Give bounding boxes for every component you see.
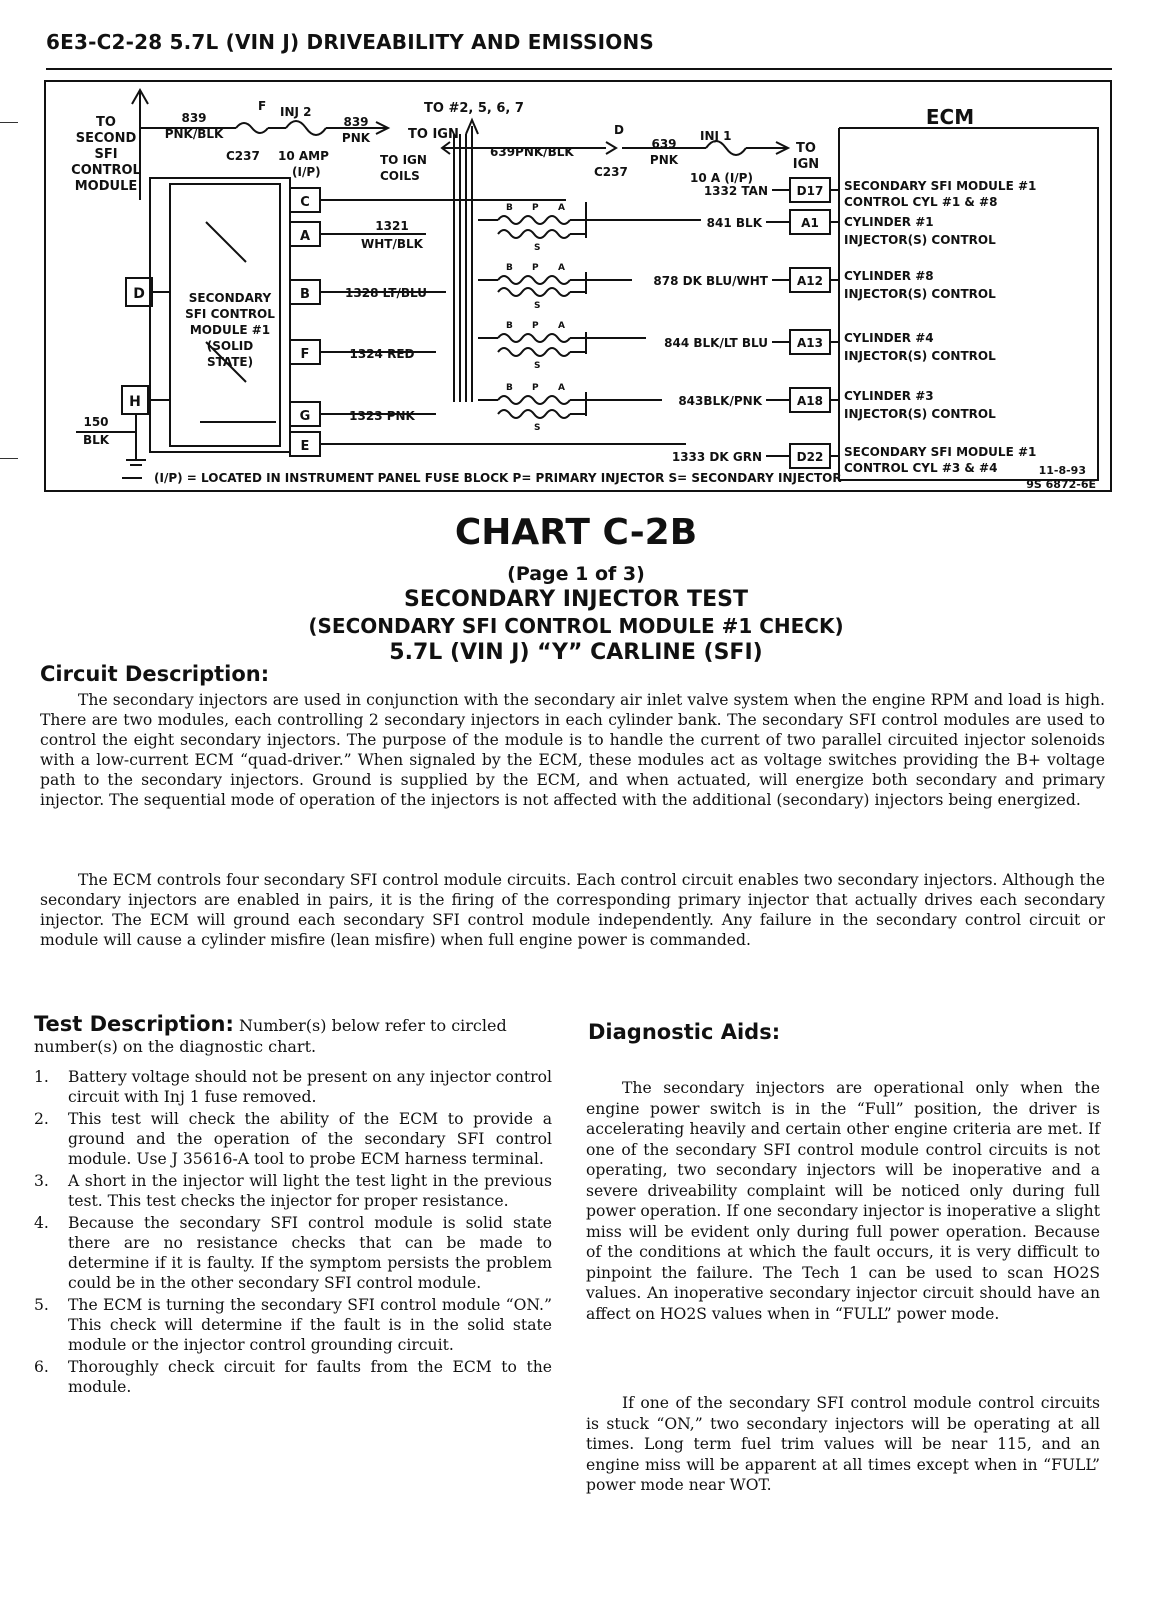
step-text: Because the secondary SFI control module is solid state there are no resistance checks that can be made to determine if it is faulty. If the symptom persists the problem could be in the other secondary SFI control module. [68,1214,552,1292]
top-left-line2: SECOND [75,131,137,146]
binder-mark [0,122,18,123]
wire-639pnkblk: 639PNK/BLK [490,145,574,159]
inj1-b: B [506,203,513,213]
ecm-desc-d17-2: CONTROL CYL #1 & #8 [844,195,998,209]
inj4-p: P [532,383,539,393]
chart-page: (Page 1 of 3) [507,563,645,585]
chart-title: CHART C-2B [454,512,698,553]
ecm-desc-a13-1: CYLINDER #4 [844,331,934,345]
module-line2: SFI CONTROL [185,307,275,321]
to-ign-label: TO IGN [408,127,459,142]
to-ign-coils-1: TO IGN [380,153,427,167]
pin-f: F [300,347,310,362]
diagram-date: 11-8-93 [1038,464,1086,477]
ecm-pin-d22: D22 [796,450,824,464]
inj4-a: A [558,383,565,393]
to-ign-coils-2: COILS [380,169,420,183]
ecm-label: ECM [925,105,975,129]
pin-g: G [299,409,311,424]
module-line1: SECONDARY [188,291,272,305]
wire-839pnk-color: PNK [341,131,371,145]
wire-839pnk-num: 839 [343,115,369,129]
diagram-legend: (I/P) = LOCATED IN INSTRUMENT PANEL FUSE BLOCK P= PRIMARY INJECTOR S= SECONDARY INJECTOR [154,471,842,485]
ecm-pin-a12: A12 [797,274,823,288]
fuse1-letter: D [614,123,624,137]
pin-h: H [129,394,141,410]
test-steps [34,1067,552,1399]
step-number: 4. [34,1214,49,1232]
step-number: 6. [34,1358,49,1376]
pin-d: D [133,286,145,302]
fuse2-letter: F [258,99,267,113]
inj1-p: P [532,203,539,213]
step-number: 3. [34,1172,49,1190]
circuit-paragraph-2: The ECM controls four secondary SFI control module circuits. Each control circuit enables two secondary injectors. Although the secondary injectors are enabled in pairs, it is the firing of the corresponding primary injector that actually drives each secondary injector. The ECM will ground each secondary SFI control module independently. Any failure in the secondary control circuit or module will cause a cylinder misfire (lean misfire) when full engine power is commanded. [40,871,1105,949]
to-ign2-2: IGN [792,157,820,172]
module-line4: (SOLID [206,339,254,353]
ecm-desc-a18-2: INJECTOR(S) CONTROL [844,407,996,421]
test-step [34,1171,552,1211]
test-description-intro: Number(s) below refer to circled number(s) on the diagnostic chart. [34,1016,507,1056]
mod-wire-1321-color: WHT/BLK [361,237,423,251]
test-step [34,1109,552,1169]
ecm-wire-844: 844 BLK/LT BLU [664,336,768,350]
to-ign2-1: TO [796,141,816,156]
step-text: Thoroughly check circuit for faults from the ECM to the module. [68,1358,552,1396]
inj3-a: A [558,321,565,331]
ecm-wire-1333: 1333 DK GRN [671,450,762,464]
ecm-pin-d17: D17 [796,184,824,198]
ecm-wire-841: 841 BLK [706,216,762,230]
wire-839-num: 839 [181,111,207,125]
mod-wire-1324: 1324 RED [349,347,415,361]
step-number: 1. [34,1068,49,1086]
top-left-line4: CONTROL [71,163,141,178]
ecm-desc-d17-1: SECONDARY SFI MODULE #1 [844,179,1037,193]
test-description-heading: Test Description: [34,1012,234,1036]
pin-e: E [300,439,310,454]
ecm-desc-d22-1: SECONDARY SFI MODULE #1 [844,445,1037,459]
ecm-wire-1332: 1332 TAN [703,184,768,198]
inj3-p: P [532,321,539,331]
mod-wire-1323: 1323 PNK [349,409,415,423]
diagnostic-aids-heading: Diagnostic Aids: [588,1020,781,1044]
module-line3: MODULE #1 [189,323,271,337]
pin-a: A [299,229,311,244]
test-step [34,1213,552,1293]
ecm-wire-843: 843BLK/PNK [678,394,762,408]
module-line5: STATE) [206,355,254,369]
ecm-desc-a13-2: INJECTOR(S) CONTROL [844,349,996,363]
diagram-fig: 9S 6872-6E [1026,478,1096,490]
wire-639-color: PNK [649,153,679,167]
step-text: This test will check the ability of the ECM to provide a ground and the operation of the secondary SFI control module. Use J 35616-A tool to probe ECM harness terminal. [68,1110,552,1168]
ecm-wire-878: 878 DK BLU/WHT [653,274,768,288]
wire-839-color: PNK/BLK [164,127,224,141]
mod-wire-1328: 1328 LT/BLU [345,286,427,300]
wiring-diagram [44,80,1112,492]
ecm-pin-a1: A1 [801,216,819,230]
fuse1-name: INJ 1 [700,129,732,143]
ecm-desc-a18-1: CYLINDER #3 [844,389,934,403]
step-number: 5. [34,1296,49,1314]
page-header: 6E3-C2-28 5.7L (VIN J) DRIVEABILITY AND EMISSIONS [46,30,655,54]
top-left-line5: MODULE [74,179,138,194]
step-text: The ECM is turning the secondary SFI control module “ON.” This check will determine if the fault is in the solid state module or the injector control grounding circuit. [68,1296,552,1354]
circuit-description-heading: Circuit Description: [40,662,270,686]
inj4-b: B [506,383,513,393]
header-rule [46,68,1112,70]
inj1-a: A [558,203,565,213]
wiring-schematic [46,82,1110,490]
step-text: A short in the injector will light the test light in the previous test. This test checks the injector for proper resistance. [68,1172,552,1210]
pin-c: C [300,195,310,210]
to-injectors-label: TO #2, 5, 6, 7 [424,101,524,116]
fuse1-rating: 10 A (I/P) [690,171,753,185]
inj2-b: B [506,263,513,273]
fuse2-name: INJ 2 [280,105,312,119]
gnd-wire-num: 150 [83,415,109,429]
inj2-a: A [558,263,565,273]
test-step [34,1067,552,1107]
wire-639-num: 639 [651,137,677,151]
inj2-p: P [532,263,539,273]
fuse1-conn: C237 [594,165,628,179]
top-left-line1: TO [96,115,116,130]
circuit-paragraph-1: The secondary injectors are used in conjunction with the secondary air inlet valve system when the engine RPM and load is high. There are two modules, each controlling 2 secondary injectors in each cylinder bank. The secondary SFI control modules are used to control the eight secondary injectors. The purpose of the module is to handle the current of two parallel circuited injector solenoids with a low-current ECM “quad-driver.” When signaled by the ECM, these modules act as voltage switches providing the B+ voltage path to the secondary injectors. Ground is supplied by the ECM, and when actuated, will energize both secondary and primary injector. The sequential mode of operation of the injectors is not affected with the additional (secondary) injectors being energized. [40,691,1105,809]
inj3-b: B [506,321,513,331]
inj4-s: S [534,423,541,433]
step-text: Battery voltage should not be present on any injector control circuit with Inj 1 fuse removed. [68,1068,552,1106]
chart-subtitle-1: SECONDARY INJECTOR TEST [404,587,748,612]
chart-subtitle-3: 5.7L (VIN J) “Y” CARLINE (SFI) [389,640,763,665]
top-left-line3: SFI [94,147,118,162]
binder-mark [0,458,18,459]
test-step [34,1357,552,1397]
ecm-desc-a1-1: CYLINDER #1 [844,215,934,229]
ecm-pin-a18: A18 [797,394,823,408]
fuse2-conn: C237 [226,149,260,163]
inj2-s: S [534,301,541,311]
step-number: 2. [34,1110,49,1128]
inj1-s: S [534,243,541,253]
diagnostic-paragraph-1: The secondary injectors are operational only when the engine power switch is in the “Full” position, the driver is accelerating heavily and certain other engine criteria are met. If one of the secondary SFI control module control circuits is not operating, two secondary injectors will be inoperative and a severe driveability complaint will be noticed only during full power operation. If one secondary injector is inoperative a slight miss will be evident only during full power operation. Because of the conditions at which the fault occurs, it is very difficult to pinpoint the failure. The Tech 1 can be used to scan HO2S values. An inoperative secondary injector circuit should have an affect on HO2S values when in “FULL” power mode. [586,1079,1100,1323]
test-description [34,1014,554,1057]
mod-wire-1321: 1321 [375,219,409,233]
ecm-pin-a13: A13 [797,336,823,350]
pin-b: B [300,287,310,302]
ecm-desc-a12-2: INJECTOR(S) CONTROL [844,287,996,301]
chart-subtitle-2: (SECONDARY SFI CONTROL MODULE #1 CHECK) [308,614,844,638]
ecm-desc-d22-2: CONTROL CYL #3 & #4 [844,461,998,475]
gnd-wire-color: BLK [82,433,110,447]
ecm-desc-a12-1: CYLINDER #8 [844,269,934,283]
ecm-desc-a1-2: INJECTOR(S) CONTROL [844,233,996,247]
fuse2-rating: 10 AMP [278,149,329,163]
fuse2-loc: (I/P) [292,165,321,179]
test-step [34,1295,552,1355]
inj3-s: S [534,361,541,371]
diagnostic-paragraph-2: If one of the secondary SFI control module control circuits is stuck “ON,” two secondary injectors will be operating at all times. Long term fuel trim values will be near 115, and an engine miss will be apparent at all times except when in “FULL” power mode near WOT. [586,1394,1100,1494]
